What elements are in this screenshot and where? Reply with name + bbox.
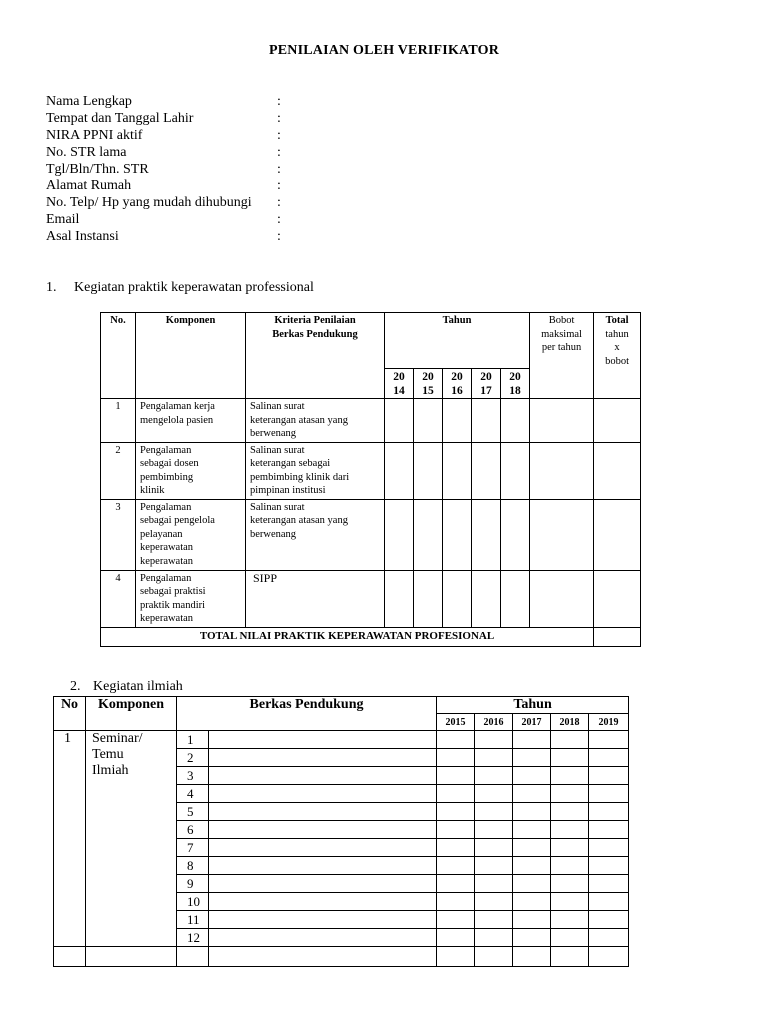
field-colon: : xyxy=(277,178,281,194)
value-cell[interactable] xyxy=(472,499,501,570)
text-line: SIPP xyxy=(250,570,278,585)
text-line: Pengalaman xyxy=(140,444,192,456)
value-cell[interactable] xyxy=(551,785,589,803)
value-cell[interactable] xyxy=(513,785,551,803)
row-komponen xyxy=(86,731,177,947)
sub-number: 8 xyxy=(177,857,209,875)
text-line: pembimbing xyxy=(140,471,194,483)
text-line: pembimbing klinik dari xyxy=(250,471,350,483)
header-no: No. xyxy=(101,313,136,399)
section1-number: 1. xyxy=(46,280,57,295)
value-cell[interactable] xyxy=(437,911,475,929)
year-bottom: 18 xyxy=(509,385,521,397)
value-cell[interactable] xyxy=(475,875,513,893)
berkas-cell[interactable] xyxy=(209,803,437,821)
total-row xyxy=(101,627,641,646)
header-berkas: Berkas Pendukung xyxy=(177,697,437,731)
total-value-cell[interactable] xyxy=(594,627,641,646)
value-cell[interactable] xyxy=(437,767,475,785)
field-colon: : xyxy=(277,229,281,245)
table-row xyxy=(101,399,641,443)
row-no: 4 xyxy=(101,570,136,627)
text-line: Salinan surat xyxy=(250,401,305,412)
sub-number: 6 xyxy=(177,821,209,839)
value-cell[interactable] xyxy=(551,893,589,911)
value-cell[interactable] xyxy=(385,499,414,570)
field-colon: : xyxy=(277,127,281,143)
value-cell[interactable] xyxy=(475,839,513,857)
value-cell[interactable] xyxy=(414,442,443,499)
row-no: 2 xyxy=(101,442,136,499)
header-total xyxy=(594,313,641,399)
row-no: 1 xyxy=(54,731,86,947)
identity-fields xyxy=(46,94,281,246)
row-kriteria xyxy=(246,399,385,443)
value-cell[interactable] xyxy=(437,875,475,893)
empty-cell[interactable] xyxy=(54,947,86,967)
value-cell[interactable] xyxy=(475,947,513,967)
header-komponen: Komponen xyxy=(86,697,177,731)
value-cell[interactable] xyxy=(551,767,589,785)
value-cell[interactable] xyxy=(530,399,594,443)
value-cell[interactable] xyxy=(501,442,530,499)
year-bottom: 14 xyxy=(393,385,405,397)
row-komponen xyxy=(136,442,246,499)
value-cell[interactable] xyxy=(551,803,589,821)
header-total-line: Total xyxy=(605,315,629,326)
year-header-2016: 2016 xyxy=(475,714,513,731)
value-cell[interactable] xyxy=(589,785,629,803)
year-bottom: 16 xyxy=(451,385,463,397)
year-top: 20 xyxy=(480,371,492,383)
field-colon: : xyxy=(277,212,281,228)
field-telp xyxy=(46,195,281,212)
field-ttl xyxy=(46,110,281,128)
field-colon: : xyxy=(277,94,281,109)
header-total-line: x xyxy=(614,342,620,353)
text-line: sebagai praktisi xyxy=(140,586,206,597)
text-line: berwenang xyxy=(250,428,297,439)
text-line: keperawatan xyxy=(140,542,194,553)
value-cell[interactable] xyxy=(513,893,551,911)
value-cell[interactable] xyxy=(475,929,513,947)
field-nama xyxy=(46,94,281,111)
field-label: Tgl/Bln/Thn. STR xyxy=(46,161,149,177)
value-cell[interactable] xyxy=(475,911,513,929)
field-colon: : xyxy=(277,161,281,177)
table-row xyxy=(101,570,641,627)
table-row xyxy=(54,947,629,967)
total-label: TOTAL NILAI PRAKTIK KEPERAWATAN PROFESIONAL xyxy=(101,627,594,646)
header-total-line: bobot xyxy=(605,355,629,367)
text-line: sebagai pengelola xyxy=(140,515,215,526)
year-header-2014 xyxy=(385,369,414,399)
value-cell[interactable] xyxy=(385,570,414,627)
header-tahun: Tahun xyxy=(385,313,530,369)
value-cell[interactable] xyxy=(551,731,589,749)
text-line: Temu xyxy=(92,747,124,762)
berkas-cell[interactable] xyxy=(209,821,437,839)
field-colon: : xyxy=(277,144,281,160)
section1-heading xyxy=(46,280,314,296)
scientific-table xyxy=(53,696,629,967)
value-cell[interactable] xyxy=(551,839,589,857)
value-cell[interactable] xyxy=(437,803,475,821)
value-cell[interactable] xyxy=(589,767,629,785)
text-line: sebagai dosen xyxy=(140,458,199,469)
value-cell[interactable] xyxy=(589,911,629,929)
header-bobot-line: Bobot xyxy=(548,315,575,326)
value-cell[interactable] xyxy=(513,857,551,875)
value-cell[interactable] xyxy=(551,749,589,767)
value-cell[interactable] xyxy=(513,731,551,749)
value-cell[interactable] xyxy=(589,929,629,947)
year-header-2016 xyxy=(443,369,472,399)
row-komponen xyxy=(136,570,246,627)
value-cell[interactable] xyxy=(472,570,501,627)
value-cell[interactable] xyxy=(589,947,629,967)
sub-number: 9 xyxy=(177,875,209,893)
sub-number: 11 xyxy=(177,911,209,929)
field-alamat xyxy=(46,178,281,195)
value-cell[interactable] xyxy=(437,731,475,749)
header-komponen: Komponen xyxy=(136,313,246,399)
text-line: praktik mandiri xyxy=(140,599,206,611)
value-cell[interactable] xyxy=(414,399,443,443)
year-bottom: 17 xyxy=(480,385,492,397)
table-row xyxy=(101,499,641,570)
text-line: berwenang xyxy=(250,528,297,540)
value-cell[interactable] xyxy=(385,442,414,499)
empty-cell[interactable] xyxy=(209,947,437,967)
header-bobot-line: per tahun xyxy=(541,342,582,353)
section1-title: Kegiatan praktik keperawatan professional xyxy=(74,280,314,295)
section2-title: Kegiatan ilmiah xyxy=(93,679,183,694)
value-cell[interactable] xyxy=(437,857,475,875)
value-cell[interactable] xyxy=(513,803,551,821)
empty-cell[interactable] xyxy=(86,947,177,967)
practice-table xyxy=(100,312,641,647)
year-top: 20 xyxy=(451,371,463,383)
sub-number: 5 xyxy=(177,803,209,821)
row-kriteria xyxy=(246,442,385,499)
value-cell[interactable] xyxy=(594,499,641,570)
section2-heading xyxy=(70,679,183,695)
sub-number: 10 xyxy=(177,893,209,911)
berkas-cell[interactable] xyxy=(209,875,437,893)
header-kriteria-line: Berkas Pendukung xyxy=(272,328,358,340)
text-line: Pengalaman kerja xyxy=(140,401,215,412)
value-cell[interactable] xyxy=(589,857,629,875)
header-tahun: Tahun xyxy=(437,697,629,714)
value-cell[interactable] xyxy=(443,399,472,443)
text-line: pimpinan institusi xyxy=(250,485,326,496)
value-cell[interactable] xyxy=(513,821,551,839)
row-no: 1 xyxy=(101,399,136,443)
value-cell[interactable] xyxy=(530,442,594,499)
value-cell[interactable] xyxy=(443,499,472,570)
text-line: keterangan atasan yang xyxy=(250,414,348,426)
berkas-cell[interactable] xyxy=(209,767,437,785)
year-top: 20 xyxy=(393,371,405,383)
value-cell[interactable] xyxy=(437,839,475,857)
empty-cell[interactable] xyxy=(177,947,209,967)
row-kriteria xyxy=(246,499,385,570)
value-cell[interactable] xyxy=(551,911,589,929)
value-cell[interactable] xyxy=(414,570,443,627)
value-cell[interactable] xyxy=(437,785,475,803)
text-line: Seminar/ xyxy=(92,731,143,746)
field-str-lama xyxy=(46,144,281,162)
value-cell[interactable] xyxy=(475,749,513,767)
year-top: 20 xyxy=(509,371,521,383)
value-cell[interactable] xyxy=(437,749,475,767)
year-header-2017: 2017 xyxy=(513,714,551,731)
value-cell[interactable] xyxy=(513,767,551,785)
text-line: Pengalaman xyxy=(140,572,192,584)
berkas-cell[interactable] xyxy=(209,893,437,911)
value-cell[interactable] xyxy=(589,893,629,911)
header-total-line: tahun xyxy=(605,328,629,340)
field-label: NIRA PPNI aktif xyxy=(46,127,143,143)
value-cell[interactable] xyxy=(513,839,551,857)
row-no: 3 xyxy=(101,499,136,570)
text-line: Salinan surat xyxy=(250,501,305,513)
row-kriteria xyxy=(246,570,385,627)
value-cell[interactable] xyxy=(437,821,475,839)
value-cell[interactable] xyxy=(513,947,551,967)
text-line: Salinan surat xyxy=(250,444,305,456)
value-cell[interactable] xyxy=(443,570,472,627)
value-cell[interactable] xyxy=(475,893,513,911)
text-line: pelayanan xyxy=(140,528,183,540)
value-cell[interactable] xyxy=(501,570,530,627)
year-header-2015 xyxy=(414,369,443,399)
berkas-cell[interactable] xyxy=(209,749,437,767)
field-label: No. STR lama xyxy=(46,144,127,160)
field-label: Tempat dan Tanggal Lahir xyxy=(46,110,194,126)
value-cell[interactable] xyxy=(551,857,589,875)
field-colon: : xyxy=(277,110,281,126)
field-tgl-str xyxy=(46,161,281,179)
value-cell[interactable] xyxy=(437,929,475,947)
sub-number: 12 xyxy=(177,929,209,947)
value-cell[interactable] xyxy=(513,929,551,947)
text-line: keperawatan xyxy=(140,613,194,624)
value-cell[interactable] xyxy=(589,731,629,749)
value-cell[interactable] xyxy=(475,785,513,803)
value-cell[interactable] xyxy=(589,821,629,839)
year-header-2018: 2018 xyxy=(551,714,589,731)
value-cell[interactable] xyxy=(551,821,589,839)
value-cell[interactable] xyxy=(530,570,594,627)
year-header-2017 xyxy=(472,369,501,399)
value-cell[interactable] xyxy=(437,947,475,967)
value-cell[interactable] xyxy=(530,499,594,570)
sub-number: 2 xyxy=(177,749,209,767)
value-cell[interactable] xyxy=(475,857,513,875)
value-cell[interactable] xyxy=(594,399,641,443)
year-header-2019: 2019 xyxy=(589,714,629,731)
value-cell[interactable] xyxy=(589,749,629,767)
value-cell[interactable] xyxy=(472,399,501,443)
year-header-2015: 2015 xyxy=(437,714,475,731)
year-header-2018 xyxy=(501,369,530,399)
value-cell[interactable] xyxy=(501,399,530,443)
sub-number: 3 xyxy=(177,767,209,785)
header-kriteria xyxy=(246,313,385,399)
value-cell[interactable] xyxy=(443,442,472,499)
header-kriteria-line: Kriteria Penilaian xyxy=(274,315,356,326)
berkas-cell[interactable] xyxy=(209,839,437,857)
berkas-cell[interactable] xyxy=(209,929,437,947)
year-top: 20 xyxy=(422,371,434,383)
sub-number: 1 xyxy=(177,731,209,749)
value-cell[interactable] xyxy=(551,947,589,967)
text-line: keterangan atasan yang xyxy=(250,515,348,526)
value-cell[interactable] xyxy=(475,803,513,821)
sub-number: 7 xyxy=(177,839,209,857)
text-line: mengelola pasien xyxy=(140,414,214,426)
field-label: No. Telp/ Hp yang mudah dihubungi xyxy=(46,195,252,211)
text-line: Ilmiah xyxy=(92,763,129,778)
text-line: keterangan sebagai xyxy=(250,458,331,469)
field-label: Alamat Rumah xyxy=(46,178,132,194)
berkas-cell[interactable] xyxy=(209,731,437,749)
sub-number: 4 xyxy=(177,785,209,803)
value-cell[interactable] xyxy=(501,499,530,570)
value-cell[interactable] xyxy=(594,442,641,499)
header-bobot xyxy=(530,313,594,399)
table-row xyxy=(54,731,629,749)
value-cell[interactable] xyxy=(513,875,551,893)
value-cell[interactable] xyxy=(513,911,551,929)
value-cell[interactable] xyxy=(414,499,443,570)
section2-number: 2. xyxy=(70,679,81,694)
value-cell[interactable] xyxy=(594,570,641,627)
field-label: Asal Instansi xyxy=(46,229,119,245)
row-komponen xyxy=(136,499,246,570)
value-cell[interactable] xyxy=(437,893,475,911)
field-instansi xyxy=(46,229,281,246)
field-email xyxy=(46,212,281,229)
field-label: Nama Lengkap xyxy=(46,94,132,109)
value-cell[interactable] xyxy=(589,839,629,857)
value-cell[interactable] xyxy=(475,767,513,785)
berkas-cell[interactable] xyxy=(209,785,437,803)
value-cell[interactable] xyxy=(385,399,414,443)
berkas-cell[interactable] xyxy=(209,857,437,875)
header-no: No xyxy=(54,697,86,731)
value-cell[interactable] xyxy=(589,803,629,821)
value-cell[interactable] xyxy=(475,731,513,749)
text-line: klinik xyxy=(140,485,165,496)
value-cell[interactable] xyxy=(589,875,629,893)
berkas-cell[interactable] xyxy=(209,911,437,929)
value-cell[interactable] xyxy=(551,875,589,893)
field-label: Email xyxy=(46,212,80,228)
value-cell[interactable] xyxy=(513,749,551,767)
value-cell[interactable] xyxy=(551,929,589,947)
year-bottom: 15 xyxy=(422,385,434,397)
table-row xyxy=(101,442,641,499)
document-title: PENILAIAN OLEH VERIFIKATOR xyxy=(268,43,500,58)
row-komponen xyxy=(136,399,246,443)
header-bobot-line: maksimal xyxy=(541,328,582,340)
value-cell[interactable] xyxy=(472,442,501,499)
text-line: keperawatan xyxy=(140,555,194,567)
field-nira xyxy=(46,127,281,145)
field-colon: : xyxy=(277,195,281,211)
value-cell[interactable] xyxy=(475,821,513,839)
text-line: Pengalaman xyxy=(140,501,192,513)
